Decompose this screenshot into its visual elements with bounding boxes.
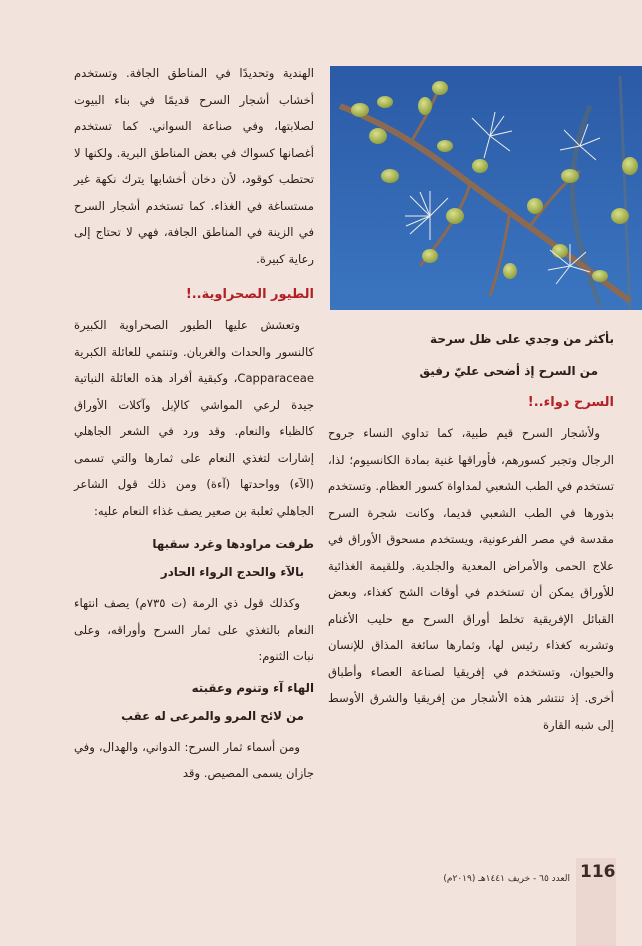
flowering-branch-photo [330,66,642,310]
right-column [328,312,614,738]
fruit-names-paragraph: ومن أسماء ثمار السرح: الدواني، والهدال، وفي جازان يسمى المصيص. وقد [74,739,314,780]
page-number: 116 [580,862,616,882]
poem-caption-line2: من السرح إذ أضحى عليّ رفيق [419,364,598,378]
medicine-paragraph: ولأشجار السرح قيم طبية، كما تداوي النساء جروح الرجال وتجبر كسورهم، فأوراقها غنية بمادة الكانسيوم؛ لذا، تستخدم في الطب الشعبي لمداواة كسور العظام. وتستخدم بذورها في الطب الشعبي قديما، وكانت شجرة السرح مقدسة في مصر الفرعونية، ويستخدم مسحوق الأوراق في علاج الحمى والأمراض المعدية والجلدية. وللقيمة الغذائية للأوراق يمكن أن تستخدم في أوقات الشح كغذاء، وبعض القبائل الإفريقية تخلط أوراق السرح مع حليب الأغنام وتشربه كغذاء رئيس لها، وثمارها سائغة المذاق للإنسان والحيوان، وتستخدم في إفريقيا لصناعة العصاء وأطباق أخرى. إذ تنتشر هذه الأشجار من إفريقيا والشرق الأوسط إلى شبه القارة [328,426,614,732]
acacia-branch-photo [330,66,642,310]
verse2-line2: من لائح المرو والمرعى له عقب [121,708,304,723]
birds-paragraph: وتعشش عليها الطيور الصحراوية الكبيرة كالنسور والحدات والغربان. وتنتمي للعائلة الكبرية Capparaceae، وكبقية أفراد هذه العائلة النباتية جيدة لرعي المواشي كالإبل وآكلات الأوراق كالظباء والنعام. وقد ورد في الشعر الجاهلي إشارات لتغذي النعام على ثمارها والتي تسمى (الآء) وواحدتها (آءة) ومن ذلك قول الشاعر الجاهلي ثعلبة بن صعير يصف غذاء النعام عليه: [74,318,314,518]
poem-caption-line1: بأكثر من وجدي على ظل سرحة [430,332,614,346]
verse2-line1: الهاء آء وتنوم وعقبته [191,680,314,695]
verse1-line2: بالآء والحدج الرواء الحادر [160,565,304,579]
left-column [74,60,314,787]
dhu-rumma-paragraph: وكذلك قول ذي الرمة (ت ٧٣٥م) يصف انتهاء النعام بالتغذي على ثمار السرح وأوراقه، وعلى نبات الثنوم: [74,596,314,663]
section-heading-medicine: السرح دواء..! [527,395,614,410]
uses-paragraph: الهندية وتحديدًا في المناطق الجافة. وتستخدم أخشاب أشجار السرح قديمًا في بناء البيوت لصلابتها، وفي صناعة السواني. كما تستخدم أغصانها كسواك في بعض المناطق البرية. ولكنها لا تحتطب كوقود، لأن دخان أخشابها يترك نكهة غير مستساغة في الغذاء. كما تستخدم أشجار السرح في الزينة في المناطق الجافة، فهي لا تحتاج إلى رعاية كبيرة. [74,66,314,266]
issue-footer: العدد ٦٥ - خريف ١٤٤١هـ (٢٠١٩م) [443,874,570,884]
verse1-line1: طرفت مراودها وغرد سقبها [152,537,314,551]
section-heading-birds: الطيور الصحراوية..! [185,287,314,302]
